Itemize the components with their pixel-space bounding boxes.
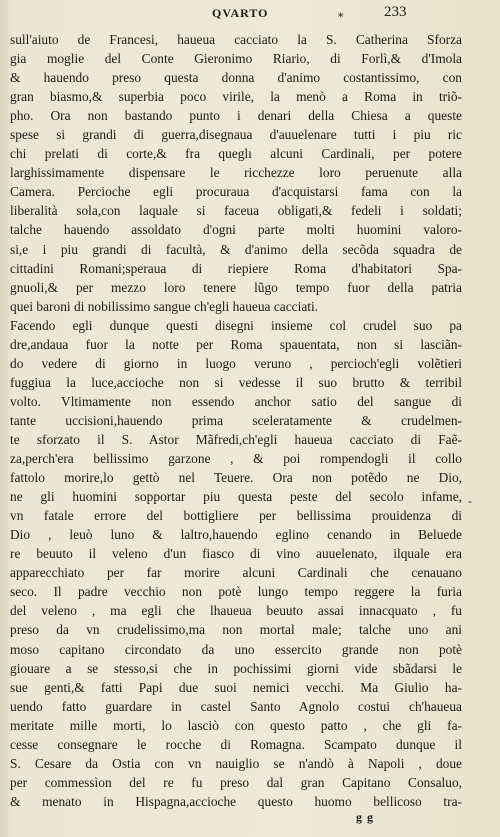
text-line: volto. Vltimamente non essendo anchor satio del sangue di — [10, 393, 462, 409]
text-line: ne gli huomini sopportar piu questa peste del secolo infame, — [10, 489, 462, 505]
text-line: gnuoli,& per mezzo loro tenere lũgo tempo fuor della patria — [10, 279, 462, 295]
text-line: fuggiua la luce,accioche non si vedesse il suo brutto & terribil — [10, 374, 462, 390]
text-line: cittadini Romani;speraua di riepiere Roma d'habitatori Spa- — [10, 260, 462, 276]
page-header — [0, 6, 500, 26]
text-line: per commessìon del re fu preso dal gran Capitano Consaluo, — [10, 774, 462, 790]
text-line: za,perch'era bellissimo garzone , & poi rompendogli il collo — [10, 451, 462, 467]
text-line: cesse consegnare le rocche di Romagna. Scampato dunque il — [10, 736, 462, 752]
text-line: sue genti,& fatti Papi due suoi nemici vecchi. Ma Giulio ha- — [10, 679, 462, 695]
text-line: sull'aiuto de Francesi, haueua cacciato la S. Catherina Sforza — [10, 32, 462, 47]
text-line: gia moglie del Conte Gieronimo Riario, di Forlì,& d'Imola — [10, 51, 462, 67]
text-line: vn fatale errore del bottigliere per bellissima prouidenza di — [10, 508, 462, 524]
text-line: apparecchiato per far morire alcuni Cardinali che cenauano — [10, 565, 462, 581]
text-line: Camera. Percioche egli procuraua d'acquistarsi fama con la — [10, 184, 462, 200]
text-line: S. Cesare da Ostia con vn nauiglio se n'andò à Napoli , doue — [10, 755, 462, 771]
text-line: Facendo egli dunque questi disegni insieme col crudel suo pa — [10, 317, 462, 333]
text-line: & menato in Hispagna,accioche questo huomo bellicoso tra- — [10, 793, 462, 809]
text-line: fattolo morire,lo gettò nel Teuere. Ora non potẽdo ne Dio, — [10, 470, 462, 486]
body-text — [10, 30, 462, 811]
page-number: 233 — [384, 4, 407, 20]
text-line: del veleno , ma egli che lhaueua beuuto assai innacquato , fu — [10, 603, 462, 619]
text-line: talche hauendo assoldato d'ogni parte molti huomini valoro- — [10, 222, 462, 238]
running-head: QVARTO — [212, 6, 269, 20]
text-line: uendo fatto guardare in castel Santo Agnolo costui ch'haueua — [10, 698, 462, 714]
text-line: gran biasmo,& superbia poco virile, la menò a Roma in triõ- — [10, 89, 462, 105]
text-line: Dio , leuò luno & laltro,hauendo eglino cenando in Beluede — [10, 527, 462, 543]
text-line: do vedere di giorno in luogo veruno , percioch'egli volẽtieri — [10, 355, 462, 371]
text-line: meritate mille morti, lo lasciò con questo patto , che gli fa- — [10, 717, 462, 733]
text-line: larghissimamente dispensare le ricchezze loro peruenute alla — [10, 165, 462, 181]
text-line: & hauendo preso questa donna d'animo costantissimo, con — [10, 70, 462, 86]
header-ornament: ⁎ — [338, 8, 344, 20]
text-line: re beuuto il veleno d'un fiasco di vino auuelenato, ilquale era — [10, 546, 462, 562]
text-line: tante uccisioni,hauendo prima sceleratamente & crudelmen- — [10, 412, 462, 428]
text-line: chi prelati di corte,& fra queglı alcuni Cardinali, per potere — [10, 146, 462, 162]
text-line: te sforzato il S. Astor Mãfredi,ch'egli haueua cacciato di Faẽ- — [10, 431, 462, 447]
text-line: si,e i piu grandi di facultà, & d'animo della secõda squadra de — [10, 241, 462, 257]
text-line: pho. Ora non bastando punto i denari della Chiesa a queste — [10, 108, 462, 124]
text-line: moso capitano circondato da uno essercito grande non potè — [10, 641, 462, 657]
catchword: g g — [356, 810, 374, 824]
margin-hyphen: - — [468, 494, 472, 508]
text-line: spese si grandi di guerra,disegnaua d'auuelenare tutti i piu ric — [10, 127, 462, 143]
text-line: liberalità sola,con laquale si faceua obligati,& fedeli i soldati; — [10, 203, 462, 219]
text-line: preso da vn crudelissimo,ma non mortal male; talche uno ani — [10, 622, 462, 638]
text-line: quei baroni di nobilissimo sangue ch'egli haueua cacciati. — [10, 298, 319, 314]
text-line: giouare a se stesso,si che in pochissimi giorni vide sbãdarsi le — [10, 660, 462, 676]
text-line: dre,andaua fuor la notte per Roma spauentata, non si lasciãn- — [10, 336, 462, 352]
text-line: seco. Il padre vecchio non potè lungo tempo reggere la furia — [10, 584, 462, 600]
